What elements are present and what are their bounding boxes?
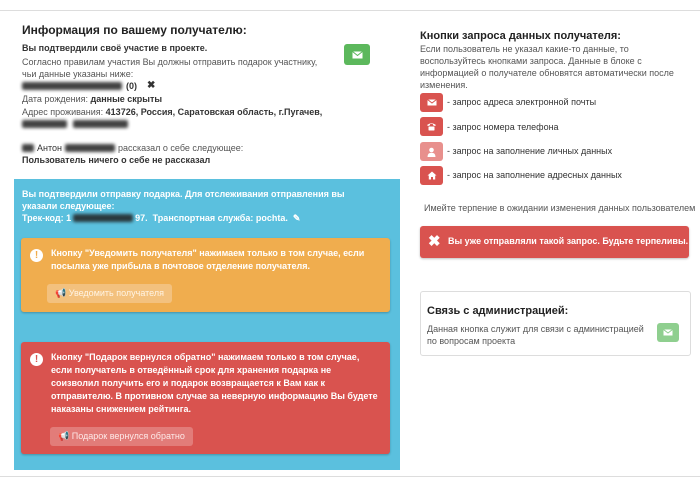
requests-title: Кнопки запроса данных получателя: [420, 30, 621, 42]
birth-value: данные скрыты [90, 94, 163, 104]
request-sent-text: Вы уже отправляли такой запрос. Будьте терпеливы. [448, 236, 689, 246]
exclamation-icon: ! [30, 249, 43, 262]
patience-note: Имейте терпение в ожидании изменения данных пользователем [424, 203, 696, 213]
track-prefix: Трек-код: 1 [22, 213, 72, 223]
recipient-name-row [22, 80, 155, 91]
envelope-icon [352, 51, 363, 59]
returned-alert [21, 342, 390, 454]
notify-recipient-button-label: Уведомить получателя [68, 288, 164, 298]
track-code-blurred [73, 214, 133, 222]
bottom-divider [0, 476, 700, 477]
notify-alert [21, 238, 390, 312]
request-phone-button[interactable] [420, 117, 443, 136]
top-divider [0, 10, 700, 11]
about-name: Антон [37, 143, 62, 153]
requests-description: Если пользователь не указал какие-то данные, то воспользуйтесь кнопками запроса. Данные в блоке с информацией о получателе обновятся автоматически после изменения. [420, 44, 674, 90]
notify-alert-text: Кнопку "Уведомить получателя" нажимаем только в том случае, если посылка уже прибыла в почтовое отделение получателя. [51, 248, 365, 271]
request-personal-button[interactable] [420, 142, 443, 161]
admin-title: Связь с администрацией: [427, 305, 569, 317]
megaphone-icon: 📢 [58, 431, 70, 441]
request-phone-label: - запрос номера телефона [447, 122, 559, 132]
track-suffix: 97. [135, 213, 148, 223]
about-blurred-1 [22, 144, 34, 152]
admin-text: Данная кнопка служит для связи с администрацией по вопросам проекта [427, 324, 644, 346]
birth-row [22, 94, 162, 104]
address-row [22, 107, 322, 117]
about-suffix: рассказал о себе следующее: [117, 143, 244, 153]
address-blurred-1 [22, 120, 67, 128]
participation-confirmed: Вы подтвердили своё участие в проекте. [22, 43, 208, 53]
birth-label: Дата рождения: [22, 94, 88, 104]
rules-text: Согласно правилам участия Вы должны отправить подарок участнику, чьи данные указаны ниже: [22, 57, 318, 79]
recipient-rating: (0) [126, 80, 137, 91]
admin-contact-box [420, 291, 691, 356]
address-blurred-2 [73, 120, 128, 128]
gift-returned-button-label: Подарок вернулся обратно [71, 431, 185, 441]
request-email-label: - запрос адреса электронной почты [447, 97, 597, 107]
address-continued [22, 120, 128, 128]
recipient-title: Информация по вашему получателю: [22, 23, 247, 37]
user-icon [427, 147, 436, 157]
home-icon [427, 171, 437, 180]
returned-alert-text: Кнопку "Подарок вернулся обратно" нажимаем только в том случае, если получатель в отведённый срок для хранения подарка не соизволил получить его и подарок возвращается к Вам как к отправителю. В противном случае за неверную информацию Вы будете наказаны снижением рейтинга. [51, 352, 378, 414]
request-email-button[interactable] [420, 93, 443, 112]
send-message-button[interactable] [344, 44, 370, 65]
close-x-icon: ✖ [428, 233, 441, 250]
about-value: Пользователь ничего о себе не рассказал [22, 155, 211, 165]
envelope-icon [427, 99, 437, 106]
notify-recipient-button[interactable] [47, 284, 172, 303]
shipping-service: Транспортная служба: pochta. [152, 213, 288, 223]
shipment-panel [14, 179, 400, 470]
recipient-name-blurred [22, 82, 122, 90]
request-personal-label: - запрос на заполнение личных данных [447, 146, 613, 156]
address-value: 413726, Россия, Саратовская область, г.Пугачев, [105, 107, 323, 117]
address-label: Адрес проживания: [22, 107, 104, 117]
about-blurred-2 [65, 144, 115, 152]
edit-icon[interactable]: ✎ [292, 213, 301, 223]
tracking-row [22, 212, 300, 224]
megaphone-icon: 📢 [55, 288, 67, 298]
contact-admin-button[interactable] [657, 323, 679, 342]
exclamation-icon: ! [30, 353, 43, 366]
envelope-icon [663, 329, 673, 336]
request-address-label: - запрос на заполнение адресных данных [447, 170, 622, 180]
about-row [22, 143, 243, 153]
gift-returned-button[interactable] [50, 427, 193, 446]
shipment-confirmed: Вы подтвердили отправку подарка. Для отслеживания отправления вы указали следующее: [22, 189, 345, 211]
request-address-button[interactable] [420, 166, 443, 185]
phone-icon [426, 122, 437, 131]
request-sent-alert [420, 226, 689, 258]
remove-icon[interactable]: ✖ [147, 80, 156, 91]
